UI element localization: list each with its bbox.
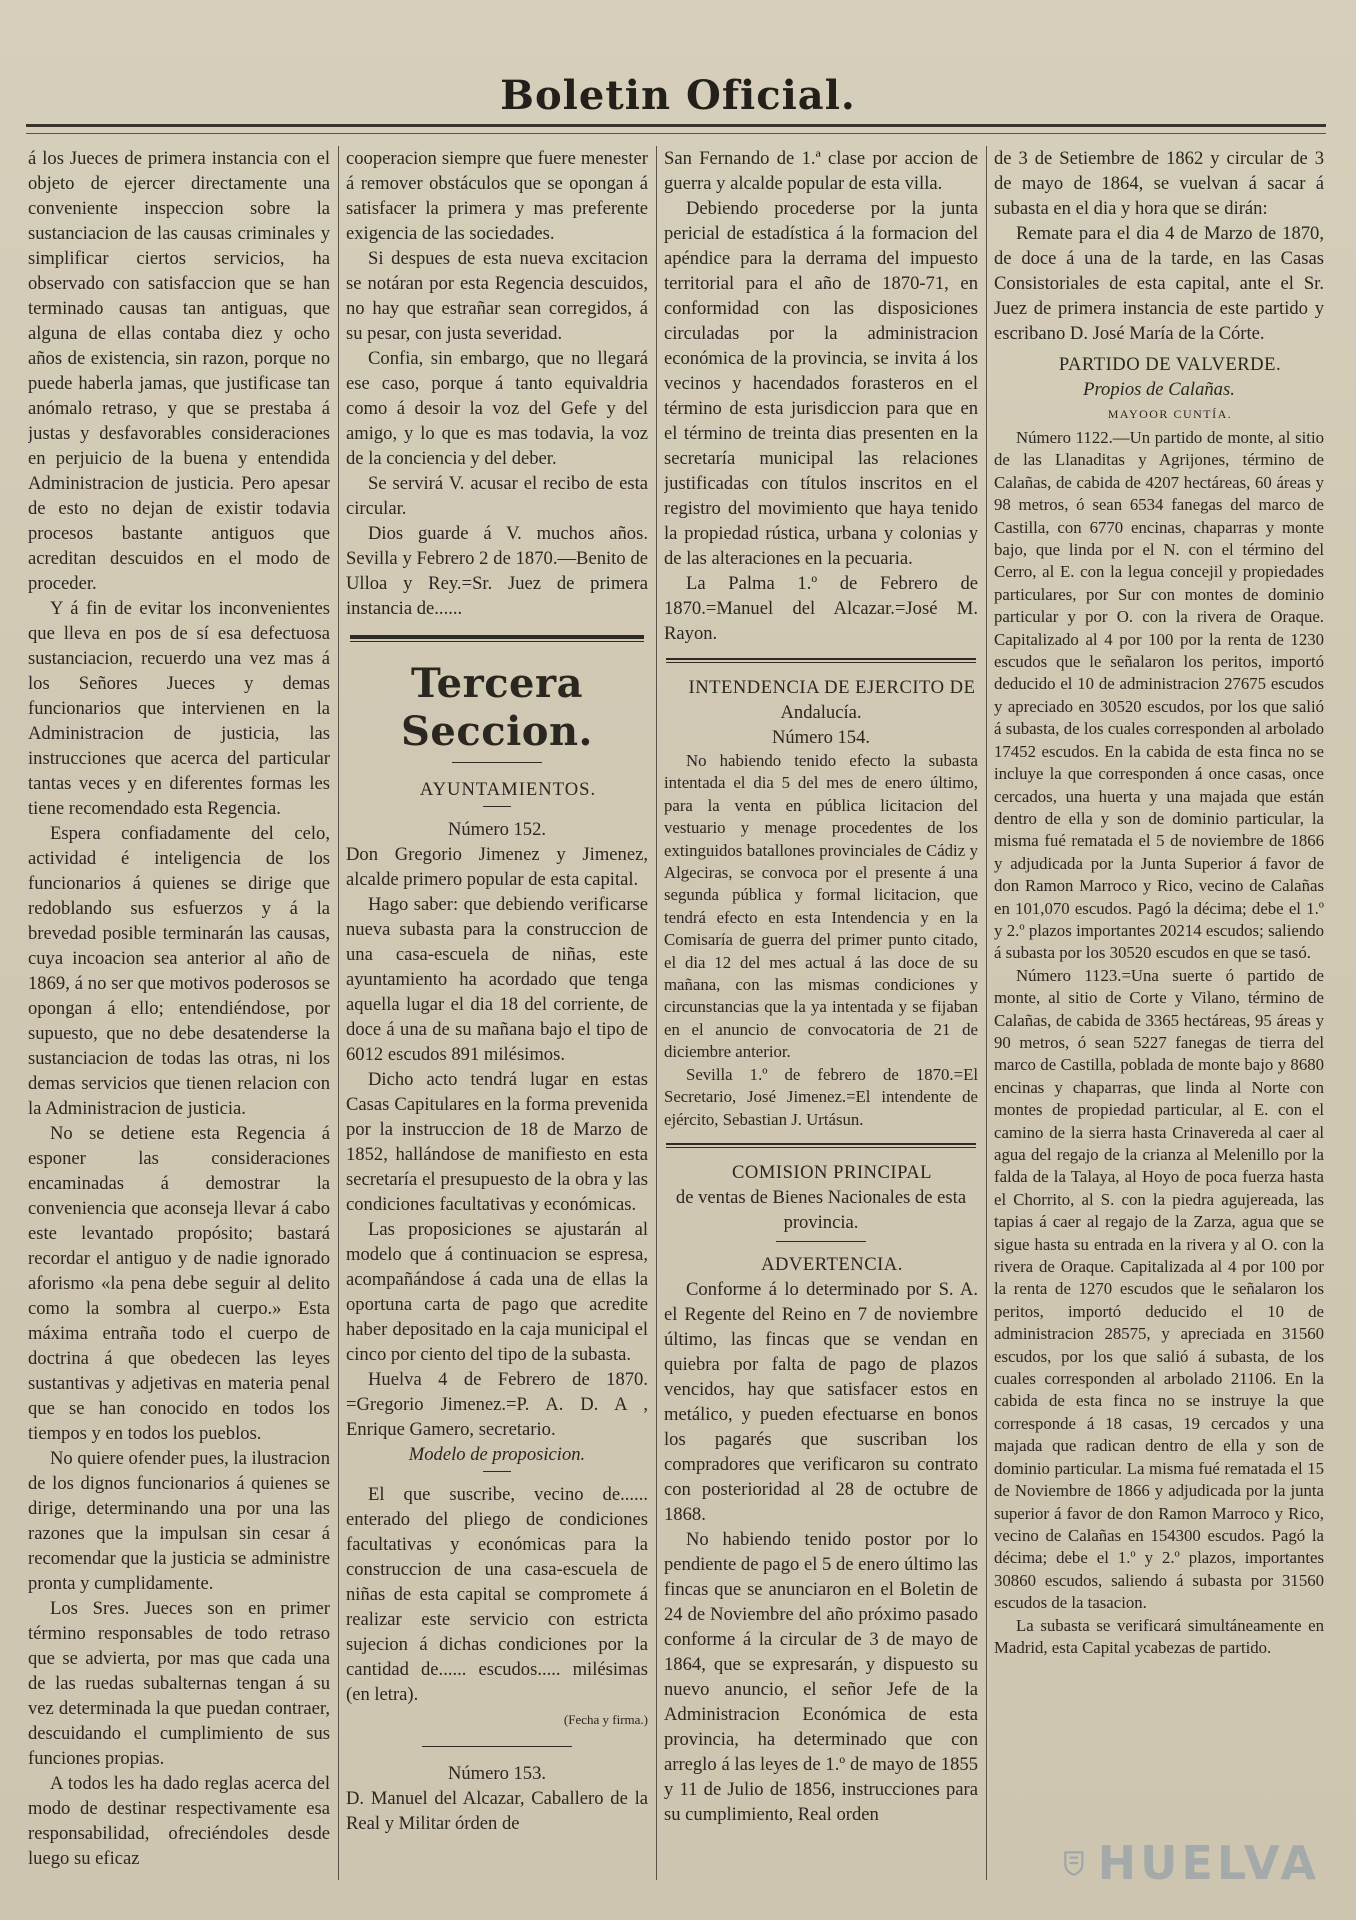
column-divider xyxy=(656,146,657,1880)
ayuntamientos-heading: AYUNTAMIENTOS. xyxy=(419,779,597,800)
paragraph: Don Gregorio Jimenez y Jimenez, alcalde primero popular de esta capital. xyxy=(346,844,648,890)
notice-154 xyxy=(664,750,978,1131)
number-heading: Número 153. xyxy=(447,1763,547,1784)
comision-heading: COMISION PRINCIPAL xyxy=(732,1161,932,1183)
paragraph: Huelva 4 de Febrero de 1870. =Gregorio Jimenez.=P. A. D. A , Enrique Gamero, secretario. xyxy=(346,1369,648,1440)
watermark-text: HUELVA xyxy=(1097,1836,1320,1890)
paragraph: Hago saber: que debiendo verificarse nueva subasta para la construccion de una casa-escuela de niñas, este ayuntamiento ha acordado que tenga aquella lugar el dia 18 del corriente, de doce á una de su mañana bajo el tipo de 6012 escudos 891 milésimos. xyxy=(346,894,648,1065)
section-title: Tercera Seccion. xyxy=(401,660,593,755)
paragraph: Dicho acto tendrá lugar en estas Casas Capitulares en la forma prevenida por la instruccion de 18 de Marzo de 1852, hallándose de manifiesto en esta secretaría el presupuesto de la obra y las condiciones facultativas y económicas. xyxy=(346,1069,648,1215)
divider xyxy=(776,1241,866,1242)
paragraph: La Palma 1.º de Febrero de 1870.=Manuel del Alcazar.=José M. Rayon. xyxy=(664,573,978,644)
column-2 xyxy=(346,146,648,1890)
paragraph: No habiendo tenido postor por lo pendiente de pago el 5 de enero último las fincas que se anunciaron en el Boletin de 24 de Noviembre del año próximo pasado conforme á la circular de 3 de mayo de 1864, que se expresarán, y dispuesto su nuevo anuncio, el señor Jefe de la Administracion Económica de esta provincia, ha determinado que con arreglo á las leyes de 1.º de mayo de 1855 y 11 de Julio de 1856, instrucciones para su cumplimiento, Real orden xyxy=(664,1528,978,1825)
paragraph: Número 1123.=Una suerte ó partido de monte, al sitio de Corte y Vilano, término de Calañas, de cabida de 3365 hectáreas, 95 áreas y 90 metros, ó sean 5227 fanegas de tierra del marco de Castilla, poblada de monte bajo y 8680 encinas y chaparras, que linda al Norte con montes de propiedad particular, al E. con el camino de la sierra hasta Crinavereda al caer al agua del regajo de la crianza al Melenillo por la falda de la Talaya, al Hoyo de poca fuerza hasta el Chorrito, al S. con la piedra agujereada, las tapias á caer al regajo de la Zarza, agua que se sigue hasta su entrada en la rivera y al O. con la rivera de Oraque. Capitalizada al 4 por 100 por la renta de 1270 escudos que le señalaron los peritos, importó deducido el 10 de administracion 28575, y apreciada en 31560 escudos, por los que salió á subasta, de los cuales corresponden al arbolado 21106. En la cabida de esta finca no se instruye la que corresponde á 18 casas, 19 cercados y una majada que radican dentro de ella y son de dominio particular. La misma fué rematada el 15 de Noviembre de 1866 y adjudicada por la junta superior á favor de don Ramon Marroco y Rico, vecino de Calañas en 154300 escudos. Pagó la décima; debe el 1.º y 2.º plazos, importantes 30860 escudos, saliendo á subasta por 31560 escudos de la tasacion. xyxy=(994,965,1324,1613)
divider xyxy=(666,1143,976,1148)
paragraph: A todos les ha dado reglas acerca del modo de destinar respectivamente esa responsabilidad, ofreciéndoles desde luego su eficaz xyxy=(28,1773,330,1869)
paragraph: Si despues de esta nueva excitacion se notáran por esta Regencia descuidos, no hay que estrañar sean corregidos, á su pesar, con justa severidad. xyxy=(346,248,648,344)
paragraph: La subasta se verificará simultáneamente en Madrid, esta Capital ycabezas de partido. xyxy=(994,1615,1324,1657)
paragraph: Remate para el dia 4 de Marzo de 1870, de doce á una de la tarde, en las Casas Consistoriales de esta capital, ante el Sr. Juez de primera instancia de este partido y escribano D. José María de la Córte. xyxy=(994,223,1324,344)
divider xyxy=(452,762,542,763)
paragraph: Las proposiciones se ajustarán al modelo que á continuacion se espresa, acompañándose á cada una de ellas la oportuna carta de pago que acredite haber depositado en la caja municipal el cinco por ciento del tipo de la subasta. xyxy=(346,1219,648,1365)
divider xyxy=(422,1746,572,1747)
paragraph: No habiendo tenido efecto la subasta intentada el dia 5 del mes de enero último, para la venta en pública licitacion del vestuario y menage procedentes de los extinguidos batallones provinciales de Cádiz y Algeciras, se convoca por el presente á una segunda pública y formal licitacion, que tendrá efecto en esta Intendencia y en la Comisaría de guerra del primer punto citado, el dia 12 del mes actual á las doce de su mañana, con las mismas condiciones y circunstancias que la ya intentada y se fijaban en el anuncio de convocatoria de 21 de diciembre anterior. xyxy=(664,751,978,1062)
paragraph: cooperacion siempre que fuere menester á remover obstáculos que se opongan á satisfacer la primera y mas preferente exigencia de las sociedades. xyxy=(346,148,648,244)
watermark xyxy=(1060,1828,1320,1898)
number-heading: Número 154. xyxy=(771,727,871,748)
intendencia-subheading: Andalucía. xyxy=(780,702,862,723)
divider xyxy=(666,658,976,663)
partido-heading: PARTIDO DE VALVERDE. xyxy=(1058,354,1282,375)
column-3 xyxy=(664,146,978,1890)
mayor-cuantia-heading: MAYOOR CUNTÍA. xyxy=(1107,407,1233,421)
column-4 xyxy=(994,146,1324,1890)
paragraph: Sevilla 1.º de febrero de 1870.=El Secretario, José Jimenez.=El intendente de ejército, Sebastian J. Urtásun. xyxy=(664,1064,978,1129)
comision-subheading: de ventas de Bienes Nacionales de esta provincia. xyxy=(675,1186,967,1233)
number-heading: Número 152. xyxy=(447,819,547,840)
paragraph: de 3 de Setiembre de 1862 y circular de 3 de mayo de 1864, se vuelvan á sacar á subasta en el dia y hora que se dirán: xyxy=(994,148,1324,219)
intendencia-heading: INTENDENCIA DE EJERCITO DE xyxy=(688,677,976,698)
paragraph: Dios guarde á V. muchos años. Sevilla y Febrero 2 de 1870.—Benito de Ulloa y Rey.=Sr. Juez de primera instancia de...... xyxy=(346,523,648,619)
divider xyxy=(483,806,511,807)
paragraph: Conforme á lo determinado por S. A. el Regente del Reino en 7 de noviembre último, las fincas que se vendan en quiebra por falta de pago de plazos vencidos, hay que satisfacer estos en metálico, y pueden efectuarse en bonos los pagarés que suscriban los compradores que verificaron su contrato con posterioridad al 28 de octubre de 1868. xyxy=(664,1278,978,1525)
crest-icon xyxy=(1060,1837,1088,1889)
divider xyxy=(483,1471,511,1472)
paragraph: D. Manuel del Alcazar, Caballero de la Real y Militar órden de xyxy=(346,1788,648,1834)
modelo-heading: Modelo de proposicion. xyxy=(408,1444,586,1465)
section-rule xyxy=(350,635,644,642)
column-1 xyxy=(28,146,330,1890)
column-divider xyxy=(986,146,987,1880)
propios-heading: Propios de Calañas. xyxy=(1083,379,1235,400)
paragraph: San Fernando de 1.ª clase por accion de guerra y alcalde popular de esta villa. xyxy=(664,148,978,194)
paragraph: Se servirá V. acusar el recibo de esta circular. xyxy=(346,473,648,519)
paragraph: Y á fin de evitar los inconvenientes que lleva en pos de sí esa defectuosa sustanciacion, recuerdo una vez mas á los Señores Jueces y demas funcionarios que intervienen en la Administracion de justicia, las instrucciones que acerca del particular tantas veces y en diferentes formas les tiene recomendado esta Regencia. xyxy=(28,598,330,819)
paragraph: No se detiene esta Regencia á esponer las consideraciones encaminadas á demostrar la conveniencia que aconseja llevar á cabo este levantado propósito; bastará recordar el antiguo y de nadie ignorado aforismo «la pena debe seguir al delito como la sombra al cuerpo.» Esta máxima entraña todo el cuerpo de doctrina á que obedecen las leyes sustantivas y adjetivas en materia penal que se han conocido en todos los tiempos y en todos los pueblos. xyxy=(28,1123,330,1444)
paragraph: Debiendo procederse por la junta pericial de estadística á la formacion del apéndice para la derrama del impuesto territorial para el año de 1870-71, en conformidad con las disposiciones circuladas por la administracion económica de la provincia, se invita á los vecinos y hacendados forasteros en el término de esta jurisdiccion para que en el término de treinta dias presenten en la secretaría municipal las relaciones justificadas con títulos inscritos en el registro del movimiento que haya tenido la propiedad rústica, urbana y colonias y de las alteraciones en la pecuaria. xyxy=(664,198,978,569)
paragraph: No quiere ofender pues, la ilustracion de los dignos funcionarios á quienes se dirige, determinando una por una las razones que la impulsan sin cesar á recomendar que la justicia se administre pronta y cumplidamente. xyxy=(28,1448,330,1594)
paragraph: Número 1122.—Un partido de monte, al sitio de las Llanaditas y Agrijones, término de Calañas, de cabida de 4207 hectáreas, 60 áreas y 98 metros, ó sean 6534 fanegas del marco de Castilla, con 6770 encinas, chaparras y monte bajo, que linda por el N. con el término del Cerro, al E. con la legua concejil y propiedades particulares, por Sur con montes de dominio particular y por O. con la rivera de Oraque. Capitalizado al 4 por 100 por la renta de 1230 escudos que le señalaron los peritos, importó deducido el 10 de administracion 27675 escudos y apreciado en 30520 escudos, por los que salió á subasta, de los cuales corresponden al arbolado 17452 escudos. En la cabida de esta finca no se incluye la que corresponden á once casas, once cercados, una huerta y una majada que están dentro de ella y son de dominio particular, la misma fué rematada el 5 de noviembre de 1866 y adjudicada por la Junta Superior á favor de don Ramon Marroco y Rico, vecino de Calañas en 101,070 escudos. Pagó la décima; debe el 1.º y 2.º plazos importantes 20214 escudos; saliendo á subasta por los 30520 escudos en que se tasó. xyxy=(994,428,1324,963)
paragraph: Los Sres. Jueces son en primer término responsables de todo retraso que se advierta, por mas que cada una de las ruedas subalternas tengan á su vez determinada la que puedan contraer, descuidando el cumplimiento de sus funciones propias. xyxy=(28,1598,330,1769)
fincas-list xyxy=(994,427,1324,1659)
column-divider xyxy=(338,146,339,1880)
advertencia-heading: ADVERTENCIA. xyxy=(761,1253,903,1275)
fecha-note: (Fecha y firma.) xyxy=(563,1712,648,1727)
paragraph: á los Jueces de primera instancia con el objeto de ejercer directamente una conveniente inspeccion sobre la sustanciacion de las causas criminales y simplificar ciertos servicios, ha observado con satisfaccion que se han terminado causas tan antiguas, que alguna de ellas contaba diez y ocho años de existencia, sin razon, porque no puede haberla jamas, que justificase tan anómalo retraso, y que se prestaba á justas y desfavorables consideraciones en perjuicio de la buena y entendida Administracion de justicia. Pero apesar de esto no dejan de existir todavia procesos bastante antiguos que acreditan descuidos en el modo de proceder. xyxy=(28,148,330,594)
paragraph: Confia, sin embargo, que no llegará ese caso, porque á tanto equivaldria como á desoir la voz del Gefe y del amigo, y lo que es mas todavia, la voz de la conciencia y del deber. xyxy=(346,348,648,469)
masthead-rule xyxy=(26,124,1326,134)
paragraph: El que suscribe, vecino de...... enterado del pliego de condiciones facultativas y económicas para la construccion de una casa-escuela de niñas de esta capital se compromete á realizar este servicio con estricta sujecion á dichas condiciones por la cantidad de...... escudos..... milésimas (en letra). xyxy=(346,1484,648,1705)
paragraph: Espera confiadamente del celo, actividad é inteligencia de los funcionarios á quienes se dirige que redoblando sus esfuerzos y á la brevedad posible terminarán las causas, cuya incoacion sea anterior al año de 1869, á no ser que motivos poderosos se opongan á ello; entendiéndose, por supuesto, que no debe desatenderse la sustanciacion de todas las otras, ni los demas servicios que tienen relacion con la Administracion de justicia. xyxy=(28,823,330,1119)
masthead-title: Boletin Oficial. xyxy=(500,72,856,119)
